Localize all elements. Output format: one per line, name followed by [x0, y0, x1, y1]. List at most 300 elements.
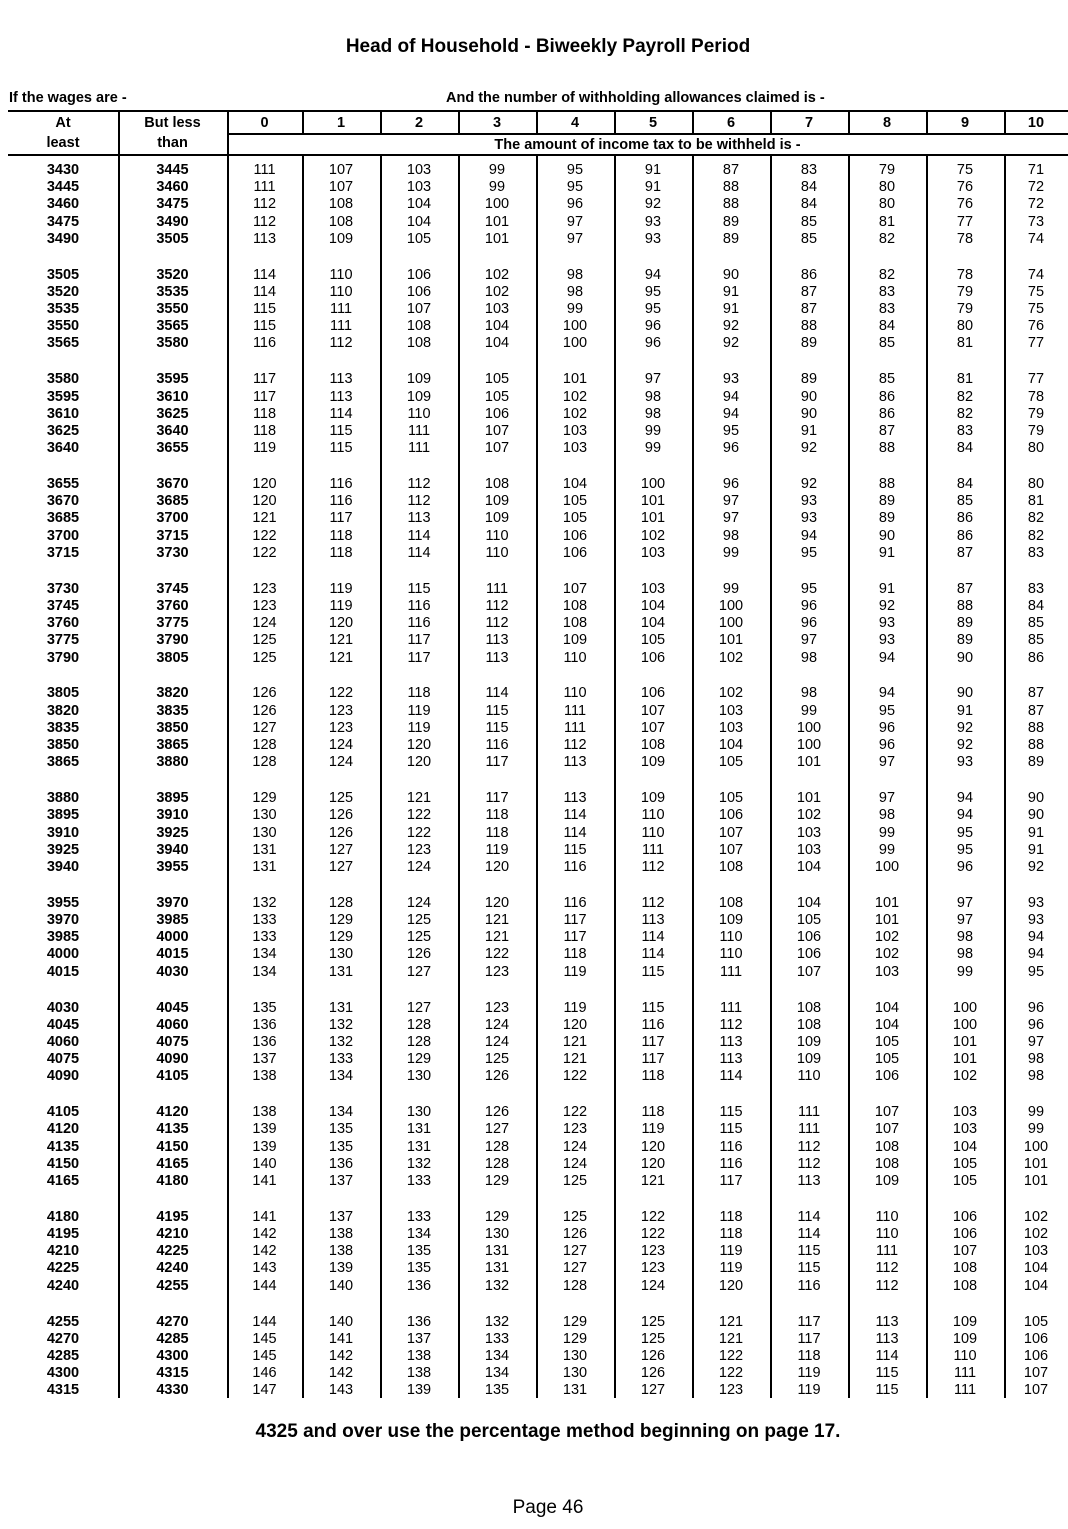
tax-cell: 142 [328, 1365, 354, 1382]
wage-at-least-cell: 4165 [46, 1172, 80, 1189]
tax-cell: 98 [644, 388, 662, 405]
tax-cell: 88 [800, 318, 818, 335]
tax-cell: 143 [328, 1382, 354, 1399]
wage-at-least-cell: 3505 [46, 266, 80, 283]
tax-cell: 113 [719, 1051, 743, 1068]
col-header-allowance-1: 1 [336, 115, 346, 131]
tax-cell: 136 [406, 1313, 432, 1330]
tax-cell: 71 [1027, 162, 1045, 178]
tax-cell: 90 [800, 405, 818, 422]
tax-cell: 101 [640, 493, 666, 510]
wage-but-less-cell: 3580 [156, 335, 189, 352]
tax-cell: 98 [566, 283, 584, 300]
table-row [0, 929, 1068, 946]
tax-cell: 111 [719, 963, 743, 980]
tax-cell: 114 [407, 544, 431, 561]
tax-cell: 122 [640, 1226, 666, 1243]
tax-cell: 107 [406, 301, 432, 318]
tax-cell: 96 [722, 476, 740, 493]
tax-cell: 95 [644, 283, 662, 300]
tax-cell: 115 [329, 422, 353, 439]
tax-cell: 115 [485, 702, 509, 719]
tax-cell: 112 [407, 476, 431, 493]
row-group [0, 685, 1068, 790]
tax-cell: 94 [1027, 946, 1045, 963]
tax-cell: 79 [878, 162, 896, 178]
tax-cell: 122 [252, 544, 277, 561]
tax-cell: 121 [718, 1313, 744, 1330]
wage-at-least-cell: 3865 [46, 754, 80, 771]
tax-cell: 81 [878, 213, 896, 230]
tax-cell: 107 [718, 824, 744, 841]
tax-cell: 111 [641, 841, 665, 858]
tax-cell: 103 [874, 963, 900, 980]
tax-cell: 85 [878, 371, 896, 388]
tax-cell: 113 [875, 1330, 899, 1347]
tax-cell: 91 [800, 422, 818, 439]
tax-cell: 127 [406, 999, 432, 1016]
tax-cell: 113 [252, 230, 277, 247]
wage-at-least-cell: 4060 [46, 1033, 80, 1050]
tax-cell: 138 [406, 1347, 432, 1364]
table-row [0, 650, 1068, 667]
tax-cell: 107 [328, 162, 354, 178]
tax-cell: 106 [796, 929, 822, 946]
tax-cell: 100 [952, 999, 978, 1016]
tax-cell: 122 [718, 1347, 744, 1364]
tax-cell: 117 [563, 929, 587, 946]
tax-cell: 135 [328, 1138, 354, 1155]
col-header-allowance-8: 8 [882, 115, 892, 131]
tax-cell: 115 [797, 1260, 821, 1277]
tax-cell: 139 [252, 1121, 277, 1138]
table-row [0, 301, 1068, 318]
tax-cell: 111 [329, 318, 353, 335]
tax-cell: 132 [406, 1155, 432, 1172]
tax-cell: 135 [252, 999, 277, 1016]
table-row [0, 1314, 1068, 1331]
tax-cell: 130 [252, 807, 277, 824]
wage-at-least-cell: 4030 [46, 999, 80, 1016]
tax-cell: 118 [719, 1226, 743, 1243]
tax-cell: 83 [878, 301, 896, 318]
tax-cell: 114 [563, 807, 587, 824]
wage-but-less-cell: 4090 [156, 1051, 189, 1068]
tax-cell: 101 [640, 510, 666, 527]
table-row [0, 284, 1068, 301]
tax-cell: 86 [800, 266, 818, 283]
wage-at-least-cell: 3715 [46, 544, 80, 561]
tax-cell: 145 [252, 1330, 277, 1347]
wage-but-less-cell: 4240 [156, 1260, 189, 1277]
tax-cell: 113 [485, 649, 509, 666]
tax-cell: 133 [406, 1172, 432, 1189]
table-row [0, 1209, 1068, 1226]
tax-cell: 99 [488, 162, 506, 178]
tax-cell: 92 [722, 335, 740, 352]
wage-but-less-cell: 4075 [156, 1033, 189, 1050]
tax-cell: 106 [1023, 1347, 1049, 1364]
tax-cell: 118 [407, 685, 431, 702]
tax-cell: 116 [407, 597, 431, 614]
table-row [0, 895, 1068, 912]
tax-cell: 131 [406, 1138, 432, 1155]
tax-cell: 106 [406, 283, 432, 300]
tax-cell: 88 [1027, 719, 1045, 736]
tax-cell: 87 [1027, 702, 1045, 719]
tax-cell: 115 [641, 999, 665, 1016]
tax-cell: 100 [718, 597, 744, 614]
col-header-allowance-10: 10 [1027, 115, 1045, 131]
tax-cell: 116 [485, 737, 509, 753]
tax-cell: 106 [1023, 1330, 1049, 1347]
column-rule-header [536, 111, 538, 133]
wage-at-least-cell: 4285 [46, 1347, 80, 1364]
tax-cell: 98 [956, 929, 974, 946]
wage-at-least-cell: 3955 [46, 894, 80, 911]
tax-cell: 109 [874, 1172, 900, 1189]
wage-at-least-cell: 3835 [46, 719, 80, 736]
tax-cell: 130 [252, 824, 277, 841]
tax-cell: 121 [640, 1172, 666, 1189]
tax-cell: 122 [252, 527, 277, 544]
tax-cell: 138 [328, 1243, 354, 1260]
tax-cell: 83 [878, 283, 896, 300]
tax-cell: 91 [644, 179, 662, 196]
tax-cell: 123 [252, 580, 277, 597]
wage-at-least-cell: 3760 [46, 615, 80, 632]
tax-cell: 105 [952, 1155, 978, 1172]
table-row [0, 1139, 1068, 1156]
tax-cell: 94 [800, 527, 818, 544]
tax-cell: 115 [563, 841, 587, 858]
tax-cell: 103 [406, 179, 432, 196]
tax-cell: 94 [722, 388, 740, 405]
tax-cell: 130 [484, 1226, 510, 1243]
tax-cell: 110 [875, 1208, 899, 1225]
tax-cell: 80 [878, 196, 896, 213]
tax-cell: 113 [797, 1172, 821, 1189]
tax-cell: 120 [252, 476, 277, 493]
tax-cell: 135 [406, 1260, 432, 1277]
tax-cell: 95 [956, 841, 974, 858]
tax-cell: 100 [562, 318, 588, 335]
tax-cell: 125 [252, 632, 277, 649]
tax-cell: 83 [1027, 580, 1045, 597]
tax-cell: 144 [252, 1313, 277, 1330]
tax-cell: 97 [878, 754, 896, 771]
tax-cell: 107 [718, 841, 744, 858]
tax-cell: 122 [562, 1068, 588, 1085]
tax-cell: 109 [796, 1051, 822, 1068]
tax-cell: 118 [641, 1068, 665, 1085]
wage-at-least-cell: 3880 [46, 790, 80, 807]
col-header-allowance-9: 9 [960, 115, 970, 131]
tax-cell: 87 [800, 301, 818, 318]
tax-cell: 103 [718, 702, 744, 719]
tax-cell: 116 [719, 1138, 743, 1155]
tax-cell: 101 [796, 754, 822, 771]
tax-cell: 125 [406, 929, 432, 946]
tax-cell: 102 [562, 388, 588, 405]
tax-cell: 93 [1027, 912, 1045, 928]
wage-but-less-cell: 4180 [156, 1172, 189, 1189]
tax-cell: 114 [719, 1068, 743, 1085]
tax-cell: 98 [800, 649, 818, 666]
wage-but-less-cell: 4000 [156, 929, 189, 946]
tax-cell: 102 [952, 1068, 978, 1085]
tax-cell: 89 [878, 510, 896, 527]
tax-cell: 121 [252, 510, 277, 527]
tax-cell: 119 [329, 597, 353, 614]
column-rule-header [692, 111, 694, 133]
tax-cell: 115 [875, 1365, 899, 1382]
tax-cell: 109 [328, 230, 354, 247]
tax-cell: 96 [1027, 1016, 1045, 1033]
column-rule-header [302, 111, 304, 133]
tax-cell: 105 [874, 1033, 900, 1050]
tax-cell: 139 [328, 1260, 354, 1277]
tax-cell: 113 [563, 754, 587, 771]
tax-cell: 108 [718, 894, 744, 911]
tax-cell: 85 [800, 230, 818, 247]
tax-cell: 93 [800, 493, 818, 510]
tax-cell: 126 [252, 685, 277, 702]
tax-cell: 91 [1027, 841, 1045, 858]
tax-cell: 117 [485, 790, 509, 807]
tax-cell: 92 [956, 719, 974, 736]
tax-cell: 93 [644, 213, 662, 230]
tax-cell: 87 [878, 422, 896, 439]
tax-cell: 90 [722, 266, 740, 283]
table-row [0, 510, 1068, 527]
tax-cell: 111 [407, 422, 431, 439]
wage-at-least-cell: 4270 [46, 1330, 80, 1347]
tax-cell: 109 [796, 1033, 822, 1050]
tax-cell: 134 [328, 1104, 354, 1121]
row-group [0, 895, 1068, 1000]
tax-cell: 119 [485, 841, 509, 858]
table-row [0, 720, 1068, 737]
wage-but-less-cell: 3745 [156, 580, 189, 597]
wage-but-less-cell: 4105 [156, 1068, 189, 1085]
table-row [0, 528, 1068, 545]
tax-cell: 137 [328, 1172, 354, 1189]
tax-cell: 76 [1027, 318, 1045, 335]
tax-cell: 86 [956, 527, 974, 544]
tax-cell: 112 [252, 196, 277, 213]
tax-cell: 93 [644, 230, 662, 247]
tax-cell: 117 [407, 649, 431, 666]
tax-cell: 117 [641, 1033, 665, 1050]
wage-but-less-cell: 3625 [156, 405, 189, 422]
tax-cell: 111 [407, 440, 431, 457]
tax-cell: 96 [956, 858, 974, 875]
tax-cell: 77 [1027, 371, 1045, 388]
col-header-but-less-top: But less [144, 115, 201, 131]
tax-cell: 81 [956, 371, 974, 388]
tax-cell: 85 [1027, 615, 1045, 632]
tax-cell: 142 [252, 1226, 277, 1243]
tax-cell: 111 [253, 179, 276, 196]
tax-cell: 72 [1027, 179, 1045, 196]
withholding-table-body [0, 162, 1068, 1418]
tax-cell: 120 [406, 754, 432, 771]
tax-cell: 117 [797, 1313, 821, 1330]
tax-cell: 97 [722, 493, 740, 510]
tax-cell: 126 [562, 1226, 588, 1243]
tax-cell: 92 [800, 476, 818, 493]
tax-cell: 99 [800, 702, 818, 719]
page-title: Head of Household - Biweekly Payroll Period [345, 36, 751, 57]
tax-cell: 99 [1027, 1121, 1045, 1138]
tax-cell: 124 [562, 1138, 588, 1155]
wage-at-least-cell: 4105 [46, 1104, 80, 1121]
tax-cell: 99 [722, 580, 740, 597]
tax-cell: 107 [484, 422, 510, 439]
tax-cell: 92 [878, 597, 896, 614]
tax-cell: 112 [252, 213, 277, 230]
tax-cell: 104 [718, 737, 744, 753]
tax-cell: 123 [328, 702, 354, 719]
tax-cell: 91 [722, 283, 740, 300]
tax-cell: 97 [644, 371, 662, 388]
tax-cell: 82 [1027, 527, 1045, 544]
tax-cell: 94 [956, 790, 974, 807]
tax-cell: 88 [956, 597, 974, 614]
tax-cell: 107 [484, 440, 510, 457]
wage-but-less-cell: 4165 [156, 1155, 189, 1172]
tax-cell: 85 [1027, 632, 1045, 649]
tax-cell: 98 [1027, 1068, 1045, 1085]
tax-cell: 122 [640, 1208, 666, 1225]
table-row [0, 737, 1068, 754]
tax-cell: 126 [484, 1068, 510, 1085]
tax-cell: 123 [484, 963, 510, 980]
tax-cell: 101 [952, 1033, 978, 1050]
tax-cell: 89 [800, 371, 818, 388]
tax-cell: 105 [484, 388, 510, 405]
wage-at-least-cell: 3970 [46, 912, 80, 928]
tax-cell: 106 [562, 527, 588, 544]
wage-but-less-cell: 4300 [156, 1347, 189, 1364]
tax-cell: 133 [252, 929, 277, 946]
tax-cell: 119 [797, 1382, 821, 1399]
tax-cell: 84 [800, 179, 818, 196]
tax-cell: 95 [878, 702, 896, 719]
tax-cell: 128 [328, 894, 354, 911]
tax-cell: 116 [797, 1277, 821, 1294]
tax-cell: 106 [874, 1068, 900, 1085]
tax-cell: 86 [878, 405, 896, 422]
tax-cell: 120 [640, 1138, 666, 1155]
allowances-label: And the number of withholding allowances claimed is - [446, 90, 825, 106]
tax-cell: 80 [1027, 440, 1045, 457]
wage-at-least-cell: 3775 [46, 632, 80, 649]
col-header-allowance-7: 7 [804, 115, 814, 131]
row-group [0, 267, 1068, 372]
tax-cell: 86 [1027, 649, 1045, 666]
tax-cell: 141 [328, 1330, 354, 1347]
tax-cell: 96 [644, 335, 662, 352]
table-row [0, 1243, 1068, 1260]
wage-but-less-cell: 3940 [156, 841, 189, 858]
tax-cell: 136 [406, 1277, 432, 1294]
tax-cell: 86 [878, 388, 896, 405]
tax-cell: 127 [562, 1243, 588, 1260]
tax-cell: 118 [797, 1347, 821, 1364]
tax-cell: 107 [640, 702, 666, 719]
tax-cell: 90 [878, 527, 896, 544]
tax-cell: 88 [878, 440, 896, 457]
col-header-at-least-bottom: least [46, 135, 80, 151]
tax-cell: 90 [956, 685, 974, 702]
tax-cell: 132 [484, 1313, 510, 1330]
tax-cell: 132 [328, 1016, 354, 1033]
tax-cell: 106 [796, 946, 822, 963]
tax-cell: 107 [1023, 1382, 1049, 1399]
tax-cell: 116 [563, 858, 587, 875]
tax-cell: 121 [406, 790, 432, 807]
tax-cell: 108 [562, 615, 588, 632]
tax-cell: 108 [562, 597, 588, 614]
tax-cell: 141 [252, 1208, 277, 1225]
tax-cell: 126 [406, 946, 432, 963]
tax-cell: 105 [718, 790, 744, 807]
tax-cell: 108 [952, 1260, 978, 1277]
tax-cell: 95 [566, 179, 584, 196]
tax-cell: 75 [956, 162, 974, 178]
tax-cell: 75 [1027, 301, 1045, 318]
tax-cell: 131 [406, 1121, 432, 1138]
tax-cell: 125 [252, 649, 277, 666]
tax-cell: 95 [722, 422, 740, 439]
tax-cell: 127 [406, 963, 432, 980]
tax-cell: 120 [640, 1155, 666, 1172]
tax-cell: 98 [566, 266, 584, 283]
tax-cell: 138 [328, 1226, 354, 1243]
tax-cell: 92 [1027, 858, 1045, 875]
tax-cell: 123 [328, 719, 354, 736]
tax-cell: 76 [956, 196, 974, 213]
tax-cell: 94 [878, 649, 896, 666]
wage-at-least-cell: 4120 [46, 1121, 80, 1138]
tax-cell: 112 [563, 737, 587, 753]
tax-cell: 112 [641, 858, 665, 875]
wage-but-less-cell: 3490 [156, 213, 189, 230]
tax-cell: 90 [1027, 807, 1045, 824]
table-row [0, 1382, 1068, 1399]
tax-cell: 114 [563, 824, 587, 841]
tax-cell: 94 [956, 807, 974, 824]
tax-cell: 132 [328, 1033, 354, 1050]
tax-cell: 130 [562, 1365, 588, 1382]
tax-cell: 105 [484, 371, 510, 388]
table-row [0, 842, 1068, 859]
tax-cell: 119 [407, 702, 431, 719]
tax-cell: 110 [485, 544, 509, 561]
tax-cell: 128 [252, 754, 277, 771]
row-group [0, 1209, 1068, 1314]
tax-cell: 97 [878, 790, 896, 807]
tax-cell: 100 [640, 476, 666, 493]
tax-cell: 108 [796, 1016, 822, 1033]
wage-at-least-cell: 4225 [46, 1260, 80, 1277]
tax-cell: 129 [484, 1208, 510, 1225]
tax-cell: 116 [329, 476, 353, 493]
table-row [0, 1068, 1068, 1085]
tax-cell: 74 [1027, 266, 1045, 283]
